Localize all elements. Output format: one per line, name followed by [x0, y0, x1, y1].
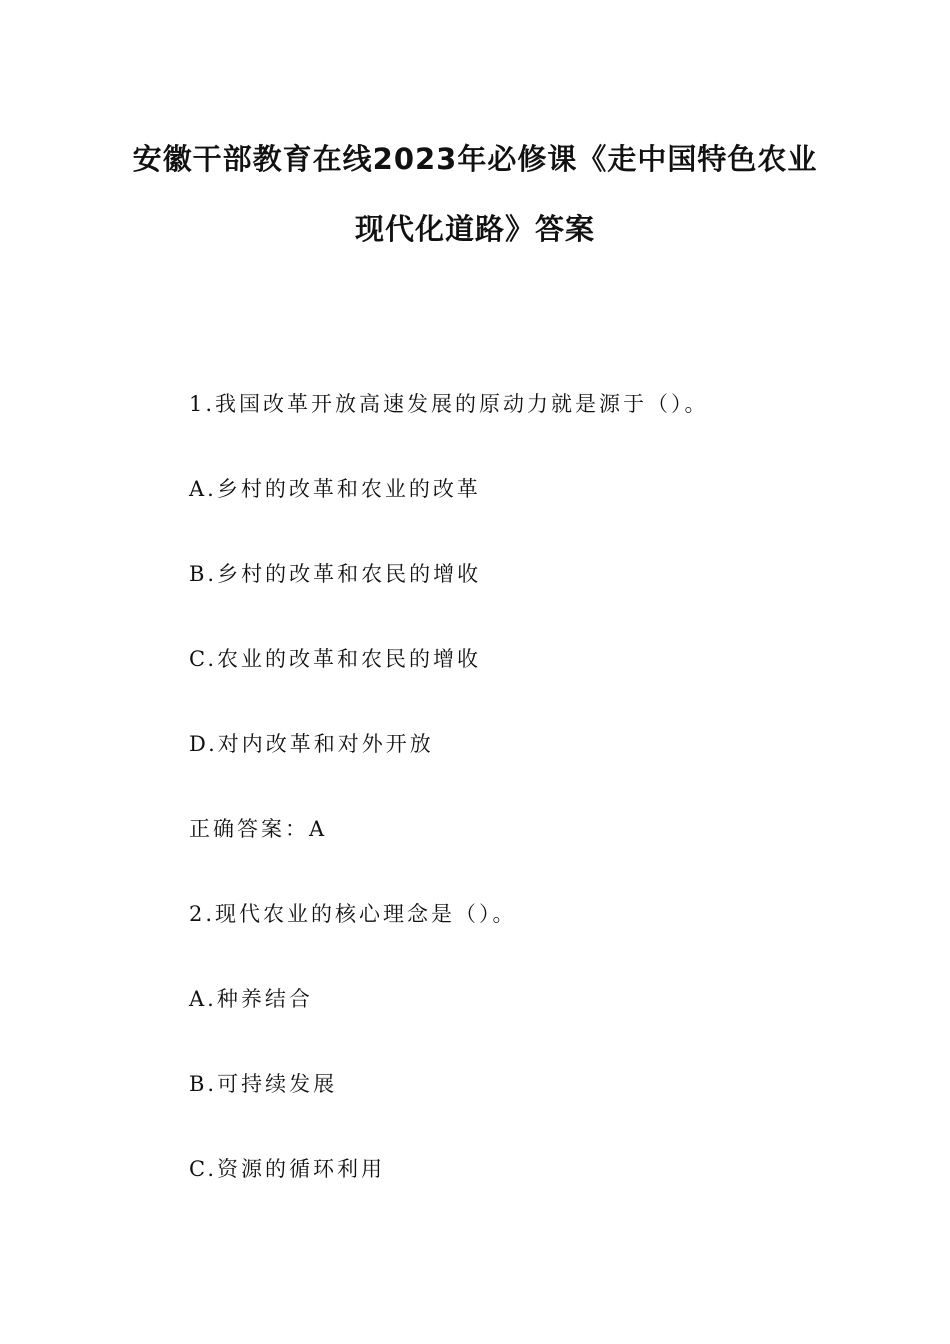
question-1-text: 1.我国改革开放高速发展的原动力就是源于（）。: [189, 392, 709, 416]
question-1-option-d: D.对内改革和对外开放: [189, 732, 434, 756]
document-title-line-1: 安徽干部教育在线2023年必修课《走中国特色农业: [132, 142, 818, 176]
question-2-option-b: B.可持续发展: [189, 1072, 338, 1096]
document-title-line-2: 现代化道路》答案: [354, 212, 595, 246]
question-1-option-a: A.乡村的改革和农业的改革: [189, 477, 481, 501]
question-2-option-a: A.种养结合: [189, 987, 313, 1011]
question-1-option-c: C.农业的改革和农民的增收: [189, 647, 481, 671]
question-1-answer: 正确答案：A: [189, 817, 328, 841]
question-2-option-c: C.资源的循环利用: [189, 1157, 385, 1181]
question-1-option-b: B.乡村的改革和农民的增收: [189, 562, 482, 586]
question-2-text: 2.现代农业的核心理念是（）。: [189, 902, 517, 926]
